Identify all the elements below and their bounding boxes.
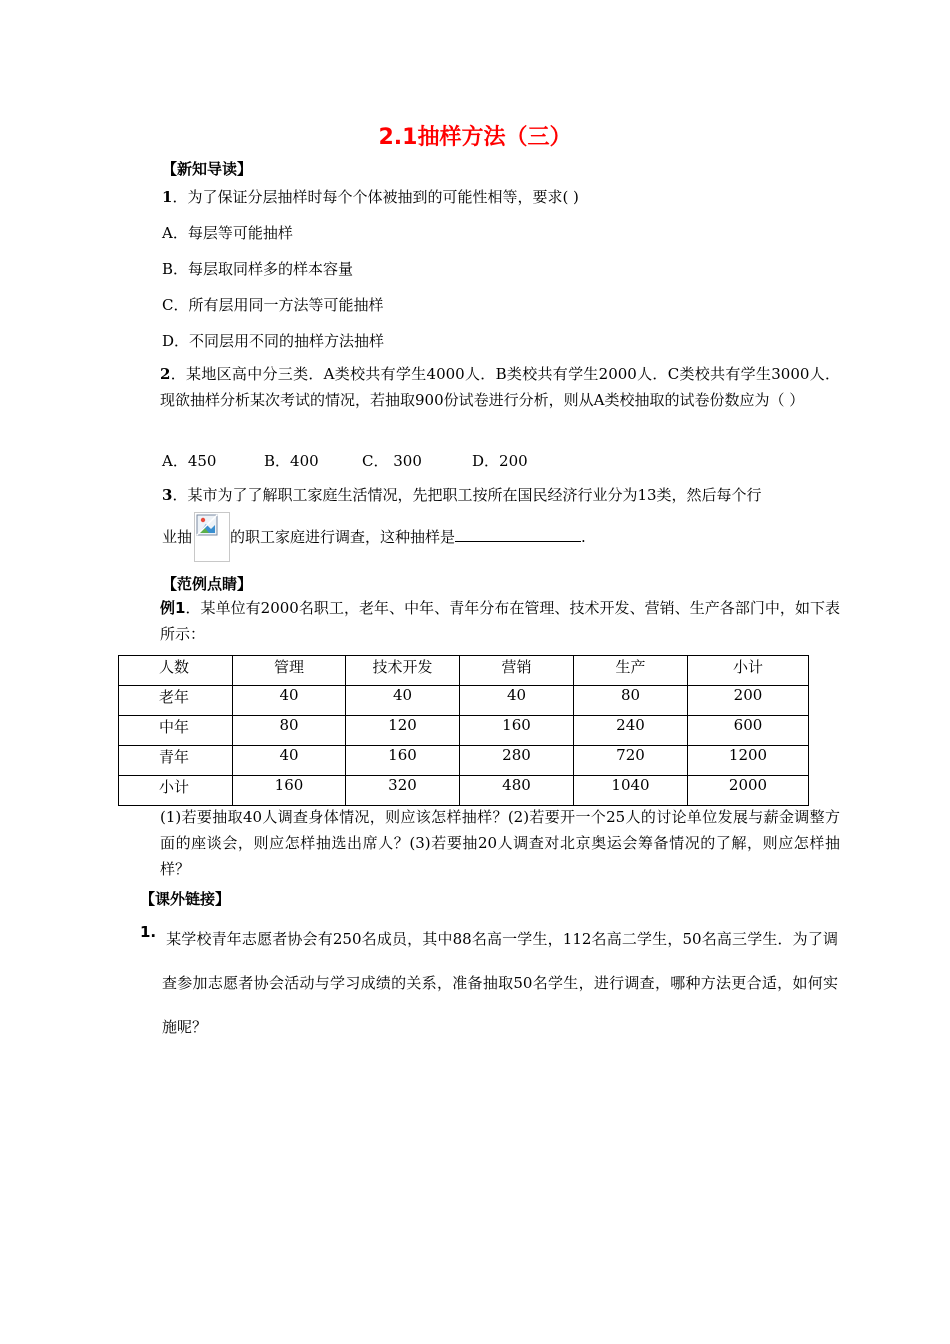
question-number: 2: [160, 365, 171, 383]
question-2-options: [162, 448, 528, 474]
section-heading-examples: 【范例点睛】: [162, 575, 253, 593]
example-text: ．某单位有2000名职工，老年、中年、青年分布在管理、技术开发、营销、生产各部门中，如下表所示：: [160, 599, 841, 643]
table-cell: 40: [233, 686, 346, 716]
employee-table: [118, 655, 809, 806]
option-a: A．450: [162, 452, 217, 470]
option-c: C． 300: [362, 452, 422, 470]
extension-question-number: 1.: [140, 923, 157, 941]
table-cell: 1200: [688, 746, 809, 776]
option-b: B．每层取同样多的样本容量: [162, 260, 354, 278]
table-cell: 240: [574, 716, 688, 746]
table-cell: 中年: [119, 716, 233, 746]
option-d: D．200: [472, 452, 528, 470]
answer-blank: [455, 525, 581, 542]
question-2: [160, 361, 840, 413]
table-cell: 老年: [119, 686, 233, 716]
table-header-cell: 营销: [460, 656, 574, 686]
question-text: ．为了保证分层抽样时每个个体被抽到的可能性相等，要求( ): [172, 188, 579, 206]
table-cell: 280: [460, 746, 574, 776]
table-row: [119, 716, 809, 746]
table-cell: 480: [460, 776, 574, 806]
table-cell: 320: [346, 776, 460, 806]
table-cell: 青年: [119, 746, 233, 776]
page-title: 2.1抽样方法（三）: [378, 125, 572, 150]
section-heading-extension: 【课外链接】: [140, 890, 231, 908]
question-number: 1: [162, 188, 173, 206]
question-text: 某学校青年志愿者协会有250名成员，其中88名高一学生，112名高二学生，50名高三学生．为了调查参加志愿者协会活动与学习成绩的关系，准备抽取50名学生，进行调查，哪种方法更合适，如何实施呢？: [162, 930, 838, 1036]
question-1: [162, 184, 579, 210]
question-text: ．某市为了了解职工家庭生活情况，先把职工按所在国民经济行业分为13类，然后每个行: [172, 486, 762, 504]
example-questions: (1)若要抽取40人调查身体情况，则应该怎样抽样？(2)若要开一个25人的讨论单位发展与薪金调整方面的座谈会，则应怎样抽选出席人？(3)若要抽20人调查对北京奥运会筹备情况的了解，则应怎样抽样？: [160, 808, 840, 878]
extension-question-text: [162, 917, 838, 1049]
table-cell: 720: [574, 746, 688, 776]
question-text-pre: 业抽: [162, 528, 193, 546]
broken-image-icon: [194, 512, 230, 562]
table-cell: 40: [233, 746, 346, 776]
table-cell: 600: [688, 716, 809, 746]
example-1: [160, 595, 840, 647]
table-row: [119, 746, 809, 776]
option-b: B．400: [264, 452, 319, 470]
table-cell: 1040: [574, 776, 688, 806]
table-header-cell: 小计: [688, 656, 809, 686]
table-cell: 2000: [688, 776, 809, 806]
table-header-cell: 生产: [574, 656, 688, 686]
table-cell: 40: [346, 686, 460, 716]
option-d: D．不同层用不同的抽样方法抽样: [162, 332, 385, 350]
question-3-line1: [162, 482, 762, 508]
table-header-cell: 人数: [119, 656, 233, 686]
table-cell: 160: [460, 716, 574, 746]
table-cell: 160: [233, 776, 346, 806]
table-header-cell: 管理: [233, 656, 346, 686]
table-row: [119, 686, 809, 716]
period: .: [581, 528, 586, 546]
table-cell: 40: [460, 686, 574, 716]
question-text-post: 的职工家庭进行调查，这种抽样是: [230, 528, 456, 546]
table-row: [119, 776, 809, 806]
question-number: 3: [162, 486, 173, 504]
table-cell: 80: [233, 716, 346, 746]
option-c: C．所有层用同一方法等可能抽样: [162, 296, 384, 314]
option-a: A．每层等可能抽样: [162, 224, 293, 242]
example-label: 例1: [160, 599, 186, 617]
table-cell: 小计: [119, 776, 233, 806]
table-cell: 80: [574, 686, 688, 716]
table-cell: 200: [688, 686, 809, 716]
table-cell: 120: [346, 716, 460, 746]
table-header-row: [119, 656, 809, 686]
table-header-cell: 技术开发: [346, 656, 460, 686]
question-text: ．某地区高中分三类．A类校共有学生4000人．B类校共有学生2000人．C类校共有学生3000人．现欲抽样分析某次考试的情况，若抽取900份试卷进行分析，则从A类校抽取的试卷份数应为（ ）: [160, 365, 840, 409]
table-cell: 160: [346, 746, 460, 776]
section-heading-new-knowledge: 【新知导读】: [162, 160, 253, 178]
